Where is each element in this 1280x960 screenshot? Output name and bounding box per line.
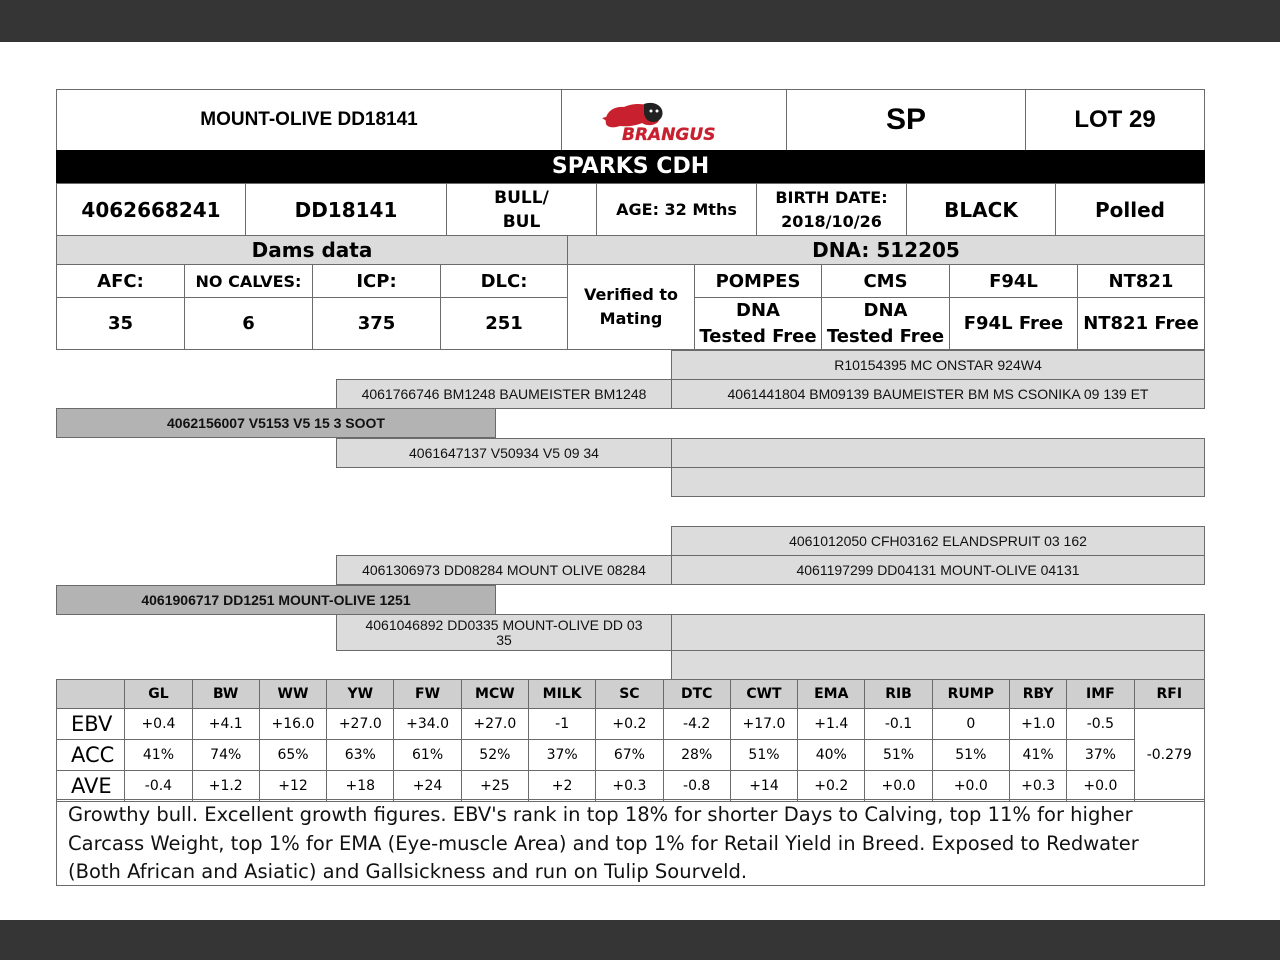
verified-line-2: Mating (599, 309, 663, 328)
ebv-value-cell: 41% (125, 740, 192, 771)
ebv-column-header-milk: MILK (528, 680, 595, 709)
verified-line-1: Verified to (583, 285, 679, 304)
afc-label: AFC: (56, 264, 185, 298)
ebv-value-cell: +16.0 (259, 709, 326, 740)
ebv-value-cell: +34.0 (394, 709, 461, 740)
pedigree-dam-dam-line-1: 4061046892 DD0335 MOUNT-OLIVE DD 03 (365, 616, 643, 633)
ebv-column-header-rby: RBY (1010, 680, 1067, 709)
colour: BLACK (906, 183, 1056, 236)
pedigree-sire-sire: 4061766746 BM1248 BAUMEISTER BM1248 (336, 379, 672, 409)
ebv-column-header-rump: RUMP (932, 680, 1009, 709)
ebv-value-cell: -4.2 (663, 709, 730, 740)
icp-label: ICP: (312, 264, 441, 298)
ebv-column-header-yw: YW (327, 680, 394, 709)
ebv-value-cell: +0.0 (932, 771, 1009, 802)
svg-text:BRANGUS: BRANGUS (622, 125, 716, 142)
pedigree-dam-sire-dam: 4061197299 DD04131 MOUNT-OLIVE 04131 (671, 555, 1205, 585)
ebv-value-cell: +17.0 (730, 709, 797, 740)
birth-date-label: BIRTH DATE: (775, 187, 888, 207)
dna-test-f94l-result: F94L Free (949, 297, 1078, 350)
ebv-value-cell: +27.0 (327, 709, 394, 740)
ebv-value-cell: 63% (327, 740, 394, 771)
birth-date-cell (756, 183, 907, 236)
ebv-value-cell: 51% (932, 740, 1009, 771)
age: AGE: 32 Mths (596, 183, 757, 236)
ebv-value-cell: +27.0 (461, 709, 528, 740)
dlc-label: DLC: (440, 264, 568, 298)
calves-label: NO CALVES: (184, 264, 313, 298)
bottom-frame-bar (0, 920, 1280, 960)
dlc-value: 251 (440, 297, 568, 350)
brangus-logo (598, 98, 744, 142)
ebv-header-row (57, 680, 1205, 709)
pedigree-dam-dam-dam (671, 650, 1205, 680)
ebv-value-cell: +1.0 (1010, 709, 1067, 740)
afc-value: 35 (56, 297, 185, 350)
sex-line-2: BUL (502, 211, 541, 232)
ebv-value-cell: +4.1 (192, 709, 259, 740)
cms-result-line-2: Tested Free (826, 325, 945, 347)
pedigree-dam-sire-sire: 4061012050 CFH03162 ELANDSPRUIT 03 162 (671, 526, 1205, 556)
ebv-corner-cell (57, 680, 125, 709)
ebv-value-cell: -0.1 (865, 709, 932, 740)
ebv-value-cell: 51% (730, 740, 797, 771)
pedigree-dam-dam-line-2: 35 (496, 631, 512, 648)
cms-result-line-1: DNA (863, 299, 908, 321)
ebv-value-cell: +18 (327, 771, 394, 802)
ebv-row-label: EBV (57, 709, 125, 740)
ebv-row-ebv (57, 709, 1205, 740)
pedigree-dam-dam (336, 614, 672, 651)
lot-number: LOT 29 (1025, 89, 1205, 151)
ebv-column-header-dtc: DTC (663, 680, 730, 709)
ebv-value-cell: +0.3 (596, 771, 663, 802)
dams-data-title: Dams data (56, 235, 568, 265)
sire-banner: SPARKS CDH (56, 150, 1205, 183)
ebv-value-cell: +1.4 (798, 709, 865, 740)
dna-test-f94l-label: F94L (949, 264, 1078, 298)
dna-test-cms-result (821, 297, 950, 350)
ebv-value-cell: +0.2 (798, 771, 865, 802)
pompes-result-line-1: DNA (736, 299, 780, 321)
ebv-value-cell: +14 (730, 771, 797, 802)
ebv-value-cell: +1.2 (192, 771, 259, 802)
ebv-value-cell: +2 (528, 771, 595, 802)
calves-value: 6 (184, 297, 313, 350)
ebv-value-cell: -0.4 (125, 771, 192, 802)
icp-value: 375 (312, 297, 441, 350)
ebv-value-cell: 74% (192, 740, 259, 771)
ebv-value-cell: 61% (394, 740, 461, 771)
dna-test-pompes-result (694, 297, 822, 350)
sex-cell (446, 183, 597, 236)
pedigree-sire-sire-sire: R10154395 MC ONSTAR 924W4 (671, 350, 1205, 380)
ebv-column-header-mcw: MCW (461, 680, 528, 709)
dna-test-pompes-label: POMPES (694, 264, 822, 298)
ebv-value-cell: +24 (394, 771, 461, 802)
ebv-value-cell: +0.3 (1010, 771, 1067, 802)
ebv-value-cell: -1 (528, 709, 595, 740)
animal-name: MOUNT-OLIVE DD18141 (56, 89, 562, 151)
ebv-row-label: AVE (57, 771, 125, 802)
registration-number: 4062668241 (56, 183, 246, 236)
pedigree-sire-dam-sire (671, 438, 1205, 468)
ebv-value-cell: +25 (461, 771, 528, 802)
pedigree-sire: 4062156007 V5153 V5 15 3 SOOT (56, 408, 496, 438)
birth-date-value: 2018/10/26 (781, 211, 882, 231)
ebv-value-cell: +0.0 (1067, 771, 1134, 802)
horn-status: Polled (1055, 183, 1205, 236)
ebv-column-header-fw: FW (394, 680, 461, 709)
ebv-row-label: ACC (57, 740, 125, 771)
ebv-value-cell: +0.4 (125, 709, 192, 740)
tattoo-number: DD18141 (245, 183, 447, 236)
pedigree-sire-dam-dam (671, 467, 1205, 497)
verified-to-mating (567, 264, 695, 350)
ebv-column-header-bw: BW (192, 680, 259, 709)
dna-test-nt821-result: NT821 Free (1077, 297, 1205, 350)
ebv-value-cell: 37% (1067, 740, 1134, 771)
ebv-value-cell: 65% (259, 740, 326, 771)
ebv-rfi-value: -0.279 (1134, 709, 1204, 802)
ebv-column-header-rfi: RFI (1134, 680, 1204, 709)
ebv-row-ave (57, 771, 1205, 802)
ebv-row-acc (57, 740, 1205, 771)
ebv-table (56, 679, 1205, 802)
pedigree-dam: 4061906717 DD1251 MOUNT-OLIVE 1251 (56, 585, 496, 615)
dna-test-cms-label: CMS (821, 264, 950, 298)
ebv-value-cell: +0.0 (865, 771, 932, 802)
pedigree-dam-dam-sire (671, 614, 1205, 651)
ebv-value-cell: 41% (1010, 740, 1067, 771)
ebv-column-header-ema: EMA (798, 680, 865, 709)
ebv-value-cell: -0.8 (663, 771, 730, 802)
ebv-value-cell: 67% (596, 740, 663, 771)
ebv-column-header-ww: WW (259, 680, 326, 709)
pedigree-sire-sire-dam: 4061441804 BM09139 BAUMEISTER BM MS CSONIKA 09 139 ET (671, 379, 1205, 409)
dna-test-nt821-label: NT821 (1077, 264, 1205, 298)
ebv-value-cell: -0.5 (1067, 709, 1134, 740)
sex-line-1: BULL/ (494, 187, 549, 208)
ebv-column-header-sc: SC (596, 680, 663, 709)
ebv-value-cell: 28% (663, 740, 730, 771)
ebv-column-header-gl: GL (125, 680, 192, 709)
ebv-value-cell: 51% (865, 740, 932, 771)
ebv-column-header-rib: RIB (865, 680, 932, 709)
pompes-result-line-2: Tested Free (699, 325, 817, 347)
pedigree-dam-sire: 4061306973 DD08284 MOUNT OLIVE 08284 (336, 555, 672, 585)
ebv-column-header-cwt: CWT (730, 680, 797, 709)
ebv-value-cell: 52% (461, 740, 528, 771)
pedigree-sire-dam: 4061647137 V50934 V5 09 34 (336, 438, 672, 468)
ebv-value-cell: 0 (932, 709, 1009, 740)
ebv-column-header-imf: IMF (1067, 680, 1134, 709)
comment-text: Growthy bull. Excellent growth figures. EBV's rank in top 18% for shorter Days to Calving, top 11% for higher Carcass Weight, top 1% for EMA (Eye-muscle Area) and top 1% for Retail Yield in Breed. Exposed to Redwater (Both African and Asiatic) and Gallsickness and run on Tulip Sourveld. (56, 799, 1205, 886)
ebv-value-cell: 37% (528, 740, 595, 771)
breed-code: SP (786, 89, 1026, 151)
ebv-value-cell: 40% (798, 740, 865, 771)
ebv-value-cell: +0.2 (596, 709, 663, 740)
ebv-value-cell: +12 (259, 771, 326, 802)
dna-title: DNA: 512205 (567, 235, 1205, 265)
